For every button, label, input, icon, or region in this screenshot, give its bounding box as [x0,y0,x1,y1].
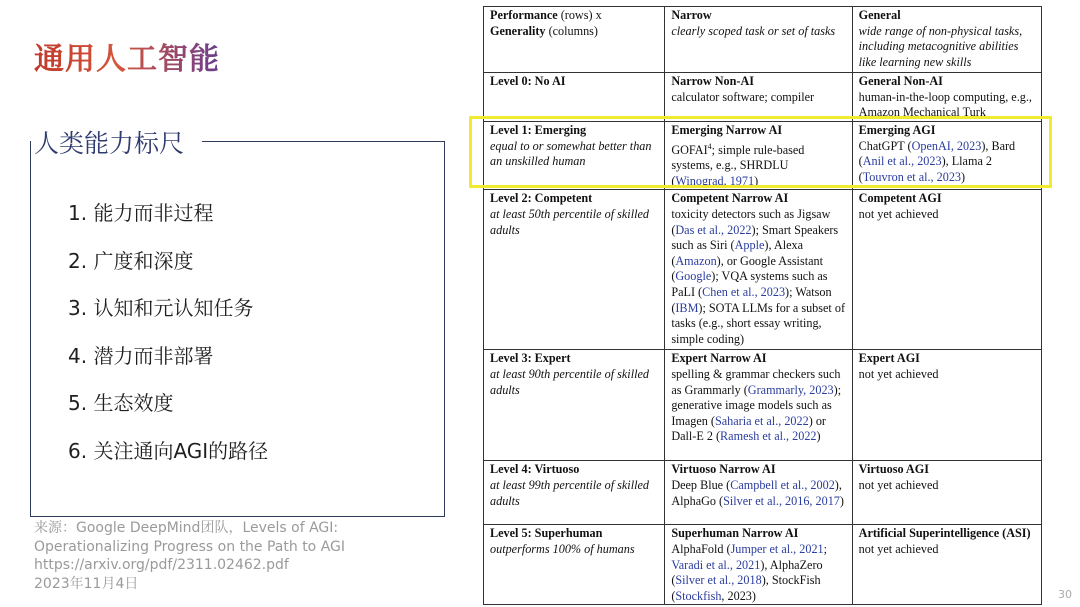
list-item: 6. 关注通向AGI的路径 [68,438,269,463]
text: ), Bard ( [858,138,1016,169]
level-cell [484,350,665,461]
table-row [484,122,1042,190]
table-row [484,190,1042,350]
reference-link[interactable]: Saharia et al., 2022 [714,413,809,428]
text: GOFAI [671,142,708,157]
source-line: 2023年11月4日 [34,575,139,592]
level-desc: at least 99th percentile of skilled adults [490,478,649,508]
text: , 2023) [721,588,756,603]
reference-link[interactable]: Chen et al., 2023 [702,285,786,299]
level-cell [484,73,665,122]
reference-link[interactable]: Touvron et al., 2023 [862,169,962,184]
general-text: not yet achieved [858,478,939,493]
text: ) [839,493,844,508]
header-performance: Performance [490,8,558,22]
text: ; simple rule-based systems, e.g., SHRDLU ( [671,142,805,188]
general-title: Virtuoso AGI [858,462,929,477]
level-title: Level 0: No AI [490,74,566,88]
text: ) [961,169,966,184]
narrow-title: Competent Narrow AI [671,191,789,206]
narrow-text [671,367,845,445]
reference-link[interactable]: OpenAI, 2023 [911,138,982,153]
text: ); VQA systems such as PaLI ( [671,269,828,299]
general-cell [852,461,1041,525]
header-cell-general [852,7,1041,73]
reference-link[interactable]: Varadi et al., 2021 [671,557,761,572]
reference-link[interactable]: IBM [675,300,699,315]
header-text: (rows) x [557,8,602,22]
reference-link[interactable]: Amazon [675,253,717,268]
narrow-text: calculator software; compiler [671,89,815,104]
list-item: 3. 认知和元认知任务 [68,296,254,320]
table-row [484,73,1042,122]
header-general-desc: wide range of non-physical tasks, including metacognitive abilities like learning new skills [858,23,1023,69]
level-desc: at least 50th percentile of skilled adults [490,207,649,237]
level-title: Level 5: Superhuman [490,526,603,541]
list-item: 1. 能力而非过程 [68,201,214,225]
text: spelling & grammar checkers such as Grammarly ( [671,367,841,397]
table-row [484,350,1042,461]
header-narrow-desc: clearly scoped task or set of tasks [671,23,836,38]
text: ); Smart Speakers such as Siri ( [671,222,839,253]
general-text: not yet achieved [858,207,939,222]
reference-link[interactable]: Stockfish [675,588,722,603]
general-title: Artificial Superintelligence (ASI) [858,526,1031,541]
general-text: not yet achieved [858,542,939,557]
level-title: Level 2: Competent [490,191,593,206]
header-generality: Generality [490,23,546,38]
text: ); Watson ( [671,285,832,315]
narrow-cell [665,190,852,350]
text: ; [823,542,828,557]
general-title: Competent AGI [858,191,942,206]
reference-link[interactable]: Winograd, 1971 [675,173,755,188]
text: ); generative image models such as Imagen ( [671,382,842,428]
header-narrow-title: Narrow [671,8,712,22]
text: ); SOTA LLMs for a subset of tasks (e.g., short essay writing, simple coding) [671,300,846,346]
header-cell-narrow [665,7,852,73]
level-title: Level 1: Emerging [490,123,587,137]
level-cell [484,190,665,350]
reference-link[interactable]: Silver et al., 2018 [675,573,762,588]
general-cell [852,122,1041,190]
reference-link[interactable]: Grammarly, 2023 [747,382,834,397]
general-title: Emerging AGI [858,123,936,137]
page-number: 30 [1058,588,1072,601]
general-title: General Non-AI [858,74,943,88]
text: ), AlphaGo ( [671,478,842,508]
narrow-cell [665,122,852,190]
narrow-title: Narrow Non-AI [671,74,755,88]
header-cell-performance [484,7,665,73]
level-desc: equal to or somewhat better than an unskilled human [490,138,652,169]
narrow-title: Emerging Narrow AI [671,123,783,137]
general-cell [852,525,1041,605]
text: toxicity detectors such as Jigsaw ( [671,207,831,237]
reference-link[interactable]: Anil et al., 2023 [862,154,942,169]
reference-link[interactable]: Apple [734,238,765,253]
reference-link[interactable]: Silver et al., 2016, 2017 [723,493,840,508]
narrow-cell [665,73,852,122]
level-desc: at least 90th percentile of skilled adults [490,367,649,397]
text: ), Alexa ( [671,238,804,268]
panel-heading: 人类能力标尺 [34,124,192,160]
narrow-text [671,207,845,347]
header-text: (columns) [545,23,598,38]
text: ), AlphaZero ( [671,557,823,588]
text: ) [816,429,821,444]
general-text: not yet achieved [858,367,939,382]
reference-link[interactable]: Ramesh et al., 2022 [720,429,817,444]
text: ) or Dall-E 2 ( [671,413,826,444]
text: AlphaFold ( [671,542,731,557]
general-title: Expert AGI [858,351,920,366]
list-item: 4. 潜力而非部署 [68,343,214,368]
level-title: Level 3: Expert [490,351,571,366]
narrow-title: Expert Narrow AI [671,351,767,366]
agi-levels-table [483,6,1042,605]
level-cell [484,122,665,190]
narrow-cell [665,350,852,461]
table-row [484,525,1042,605]
header-general-title: General [858,8,901,22]
general-cell [852,190,1041,350]
source-line: https://arxiv.org/pdf/2311.02462.pdf [34,557,289,573]
list-item: 2. 广度和深度 [68,248,194,273]
text: ), StockFish ( [671,573,821,603]
principles-list [68,198,268,483]
text: Deep Blue ( [671,478,731,493]
narrow-title: Superhuman Narrow AI [671,526,799,541]
narrow-title: Virtuoso Narrow AI [671,462,776,477]
source-line: Operationalizing Progress on the Path to AGI [34,538,346,555]
panel-top-line [202,141,445,142]
general-cell [852,350,1041,461]
general-text [859,139,1035,186]
reference-link[interactable]: Campbell et al., 2002 [730,478,835,493]
general-cell [852,73,1041,122]
reference-link[interactable]: Google [675,269,712,284]
source-citation [34,519,345,593]
table-header-row [484,7,1042,73]
reference-link[interactable]: Jumper et al., 2021 [730,542,824,557]
source-line: 来源：Google DeepMind团队，Levels of AGI: [34,520,339,536]
list-item: 5. 生态效度 [68,391,174,415]
level-cell [484,461,665,525]
narrow-cell [665,525,852,605]
level-desc: outperforms 100% of humans [490,542,635,557]
text: ), Llama 2 ( [858,154,993,184]
narrow-text [671,478,845,509]
narrow-text [671,542,845,604]
slide-title: 通用人工智能 [34,34,220,78]
general-text: human-in-the-loop computing, e.g., Amazon Mechanical Turk [858,89,1032,120]
level-cell [484,525,665,605]
narrow-cell [665,461,852,525]
reference-link[interactable]: Das et al., 2022 [675,222,752,237]
level-title: Level 4: Virtuoso [490,462,580,477]
text: ), or Google Assistant ( [671,253,823,284]
text: ) [754,173,759,188]
text: ChatGPT ( [858,138,912,153]
footnote-marker: 4 [707,141,712,151]
narrow-text [671,139,845,190]
table-row [484,461,1042,525]
